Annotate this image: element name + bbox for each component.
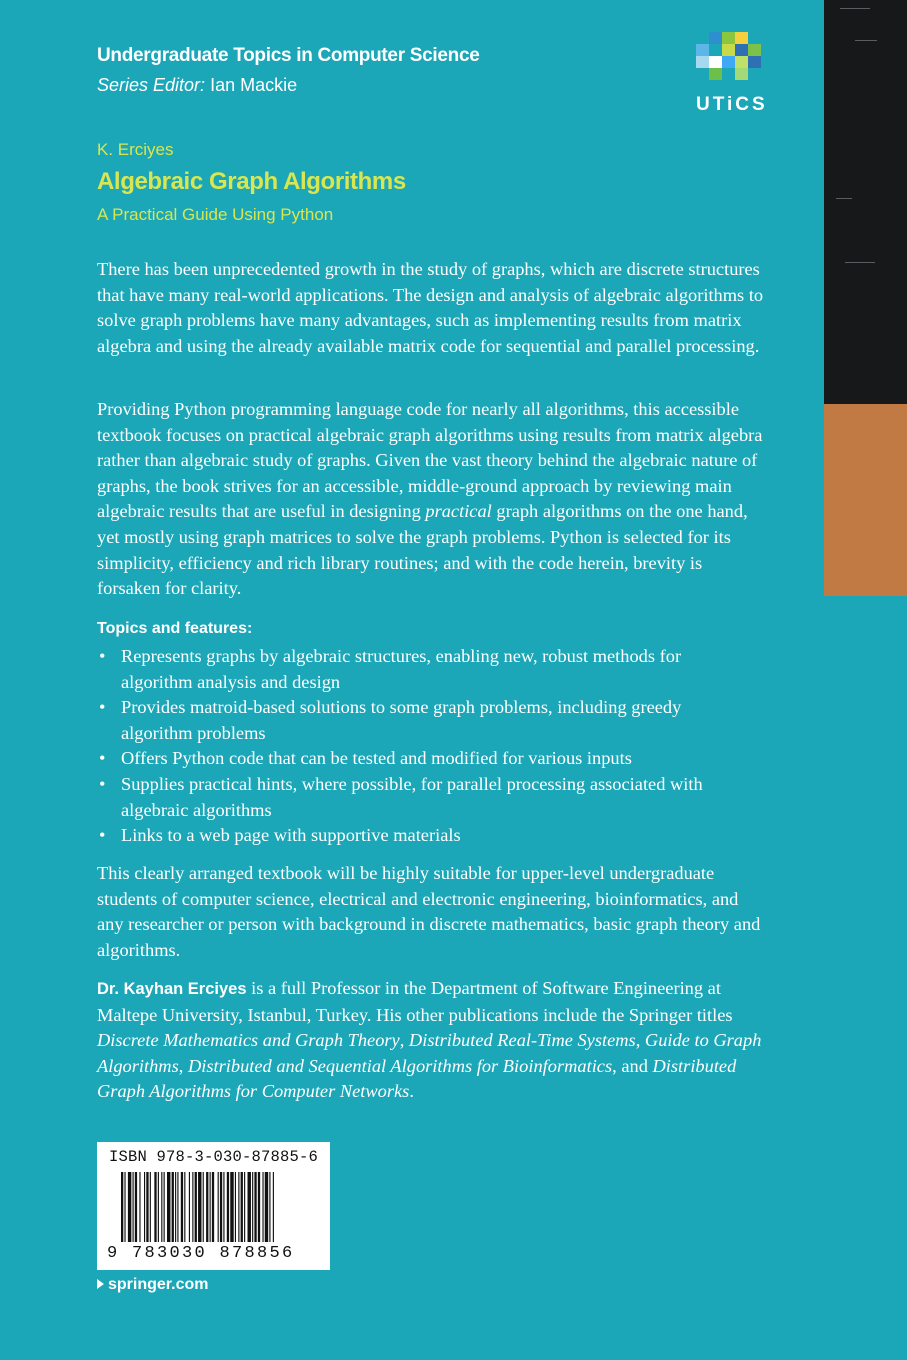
bullet-icon: • [99,646,106,666]
barcode-bar [227,1172,229,1242]
logo-tile [696,68,709,80]
paragraph-text [97,397,769,602]
barcode-bar [128,1172,131,1242]
barcode-bar [198,1172,201,1242]
paragraph-text [97,976,769,1105]
barcode-bar [175,1172,176,1242]
barcode-bar [154,1172,156,1242]
paragraph-text-part: Providing Python programming language code for nearly all algorithms, this accessible textbook focuses on practical algebraic graph algorithms using results from matrix algebra rather than algebraic study of graphs. Given the vast theory behind the algebraic nature of graphs, the book strives for an accessible, middle-ground approach by reviewing main algebraic results that are useful in designing [97,399,763,522]
barcode-bar [244,1172,245,1242]
barcode-bar [158,1172,159,1242]
logo-tile [748,68,761,80]
spine-orange-strip [824,404,907,596]
logo-tile [722,32,735,44]
bio-separator: , [178,1055,188,1076]
barcode-bar [258,1172,260,1242]
barcode-bar [252,1172,253,1242]
barcode-bar [273,1172,274,1242]
barcode-bar [150,1172,151,1242]
list-item [97,695,757,746]
barcode-bar [203,1172,204,1242]
barcode-bar [230,1172,233,1242]
paragraph-text-part: graph algorithms on the one hand, yet mostly using graph matrices to solve the graph problems. Python is selected for its simplicity, efficiency and rich library routines; and with the code herein, brevity is forsaken for clarity. [97,501,748,599]
bullet-icon: • [99,748,106,769]
logo-tile [748,32,761,44]
bio-book-title: Discrete Mathematics and Graph Theory [97,1030,400,1051]
isbn-number: ISBN 978-3-030-87885-6 [109,1148,319,1166]
topics-heading: Topics and features: [97,620,253,637]
list-item-text: Offers Python code that can be tested and modified for various inputs [121,748,632,769]
logo-tile [709,68,722,80]
barcode-bar [146,1172,148,1242]
logo-tile [722,44,735,56]
series-title: Undergraduate Topics in Computer Science [97,45,480,66]
author-name: K. Erciyes [97,140,174,159]
barcode-bar [210,1172,211,1242]
barcode-bar [265,1172,268,1242]
barcode-bar [135,1172,137,1242]
logo-tile [735,44,748,56]
barcode-bar [248,1172,251,1242]
barcode-bar [269,1172,270,1242]
ean-digits: 9 783030 878856 [107,1244,295,1263]
barcode-bar [235,1172,236,1242]
paragraph-text: This clearly arranged textbook will be highly suitable for upper-level undergraduate students of computer science, electrical and electronic engineering, bioinformatics, and any researcher or person with background in discrete mathematics, basic graph theory and algorithms. [97,863,761,960]
barcode-bar [195,1172,197,1242]
bio-book-title: Distributed Graph Algorithms for Computer Networks [97,1055,737,1102]
logo-tile [709,32,722,44]
logo-tile [696,44,709,56]
barcode-bar [262,1172,263,1242]
barcode-bar [164,1172,165,1242]
features-list [97,644,757,849]
description-paragraph-3 [97,861,769,963]
description-paragraph-2 [97,397,769,602]
barcode-bar [212,1172,214,1242]
series-editor-label: Series Editor: [97,75,206,95]
barcode-bar [192,1172,193,1242]
barcode-bar [172,1172,174,1242]
logo-tile [709,56,722,68]
spine-texture [845,262,875,263]
list-item-text: Provides matroid-based solutions to some graph problems, including greedy algorithm problems [121,697,682,743]
list-item [97,746,757,772]
logo-tile [722,68,735,80]
bio-book-title: Distributed and Sequential Algorithms for Bioinformatics [187,1055,613,1076]
barcode-bar [206,1172,208,1242]
author-bio [97,976,769,1105]
barcode-bar [124,1172,125,1242]
barcode-bar [220,1172,222,1242]
barcode-bar [184,1172,185,1242]
website-link[interactable] [97,1276,208,1294]
book-title: Algebraic Graph Algorithms [97,168,406,195]
list-item-text: Supplies practical hints, where possible, for parallel processing associated with algebraic algorithms [121,773,703,820]
barcode-bar [167,1172,170,1242]
logo-tile [735,68,748,80]
logo-tile [722,56,735,68]
website-text: springer.com [108,1276,209,1293]
barcode-bar [139,1172,140,1242]
barcode-bar [218,1172,219,1242]
barcode-bar [189,1172,190,1242]
bio-book-title: Distributed Real-Time Systems [408,1030,636,1051]
list-item-text: Links to a web page with supportive materials [121,825,461,846]
logo-tile [735,56,748,68]
list-item [97,772,757,823]
book-subtitle: A Practical Guide Using Python [97,205,334,224]
isbn-barcode [97,1142,330,1270]
logo-tile [709,44,722,56]
bio-book-title: Guide to Graph Algorithms [97,1030,762,1076]
paragraph-text: There has been unprecedented growth in the study of graphs, which are discrete structures that have many real-world applications. The design and analysis of algebraic algorithms to solve graph problems have many advantages, such as implementing results from matrix algebra and using the already available matrix code for sequential and parallel processing. [97,259,764,356]
barcode-bar [177,1172,178,1242]
logo-tile [696,56,709,68]
logo-tile [748,44,761,56]
barcode-bar [241,1172,243,1242]
series-editor [97,75,297,96]
bio-separator: . [409,1081,414,1102]
bio-author-name: Dr. Kayhan Erciyes [97,980,247,998]
bio-separator: , and [612,1055,653,1076]
bio-separator: , [399,1030,409,1051]
logo-tile [735,32,748,44]
utics-logo [696,32,768,116]
barcode-bar [133,1172,134,1242]
bio-text: is a full Professor in the Department of Software Engineering at Maltepe University, Istanbul, Turkey. His other publications include the Springer titles [97,978,733,1025]
bullet-icon: • [99,697,106,718]
list-item [97,823,757,849]
barcode-bars [97,1172,330,1244]
logo-tile [748,56,761,68]
barcode-bar [121,1172,123,1242]
list-item [97,644,757,695]
bio-separator: , [635,1030,645,1051]
spine-texture [855,40,877,41]
barcode-bar [223,1172,224,1242]
barcode-bar [254,1172,256,1242]
bullet-icon: • [99,825,106,846]
series-editor-name: Ian Mackie [210,75,298,95]
logo-text: UTiCS [696,94,768,115]
logo-mosaic [696,32,762,80]
barcode-bar [161,1172,162,1242]
spine-dark-strip [824,0,907,404]
description-paragraph-1 [97,257,769,359]
spine-texture [840,8,870,9]
emphasis-practical: practical [425,501,492,522]
list-item-text: Represents graphs by algebraic structures, enabling new, robust methods for algorithm analysis and design [121,646,682,692]
barcode-bar [181,1172,183,1242]
bullet-icon: • [99,773,106,794]
logo-tile [696,32,709,44]
barcode-bar [238,1172,239,1242]
arrow-right-icon [97,1279,104,1289]
spine-texture [836,198,852,199]
barcode-bar [144,1172,145,1242]
